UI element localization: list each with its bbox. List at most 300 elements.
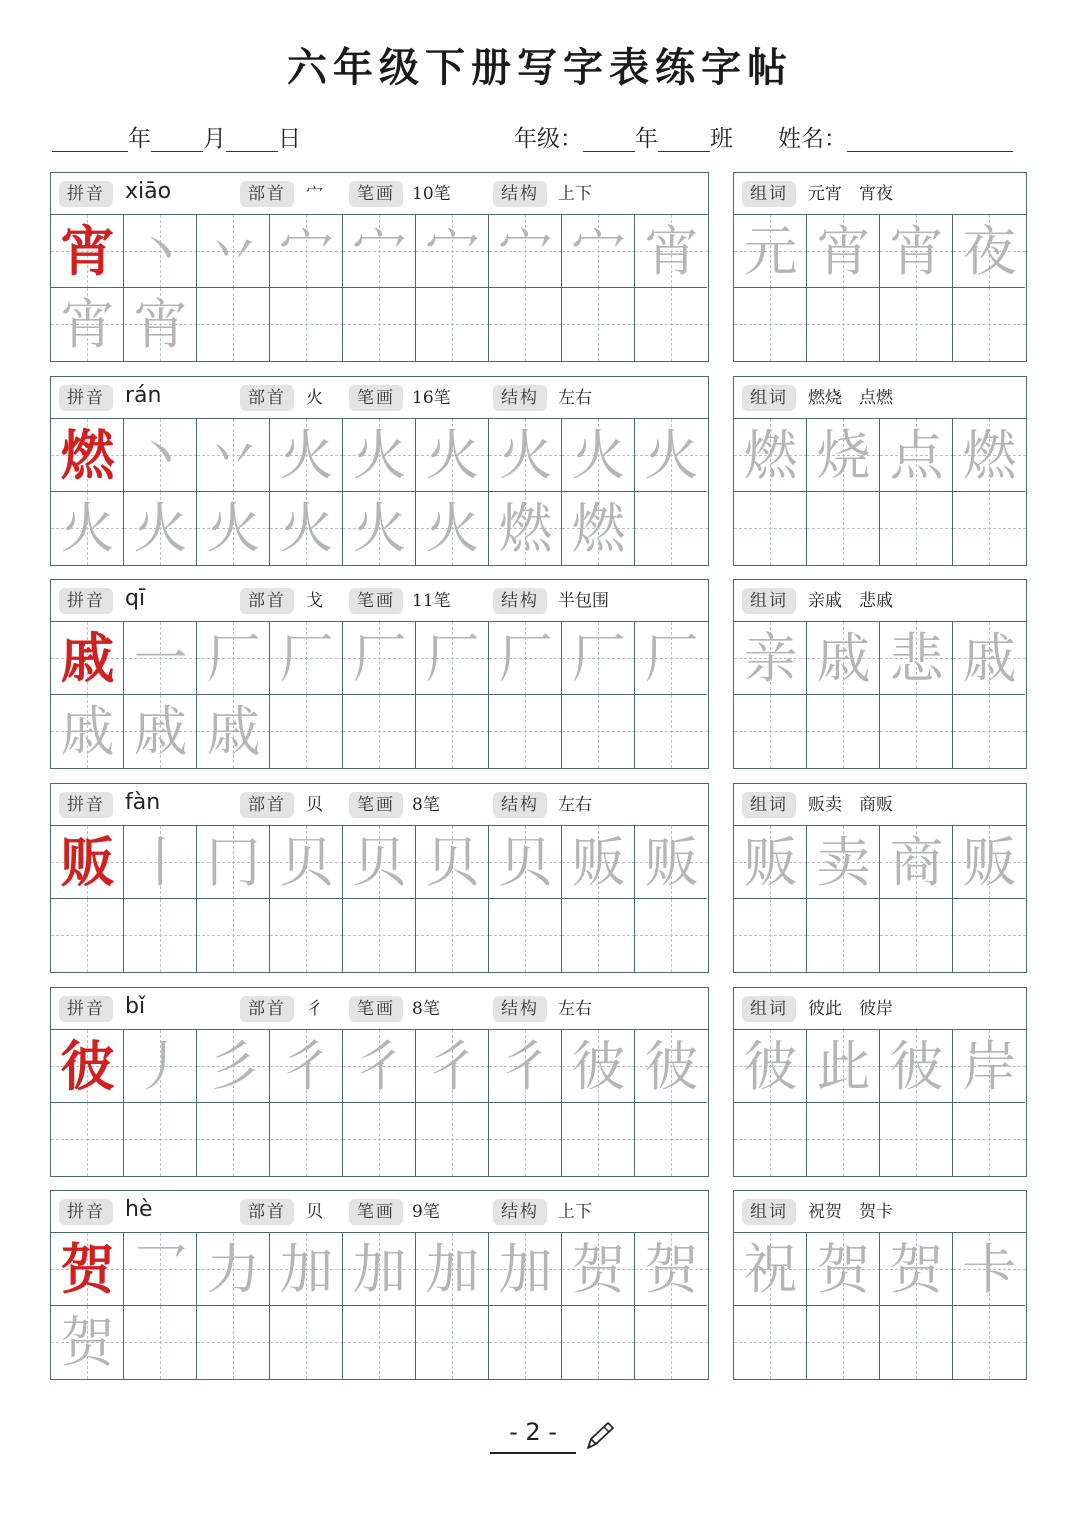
word-trace-char: 悲 (889, 627, 944, 690)
practice-cell[interactable] (635, 695, 708, 768)
grid-line (269, 215, 270, 361)
grid-line (488, 419, 489, 565)
trace-char: 戚 (206, 700, 261, 763)
practice-cell[interactable] (51, 419, 124, 492)
char-block-4 (50, 783, 1027, 973)
grid-line (634, 1233, 635, 1379)
word-cell[interactable] (734, 419, 807, 492)
practice-cell[interactable] (270, 695, 343, 768)
word-cell[interactable] (734, 622, 807, 695)
words-tag: 组词 (742, 792, 796, 818)
word-cell[interactable] (734, 1306, 807, 1379)
strokes-tag: 笔画 (349, 996, 403, 1022)
trace-char: 丷 (206, 424, 261, 487)
grid-line (488, 826, 489, 972)
grid-line (634, 419, 635, 565)
practice-cell[interactable] (51, 1233, 124, 1306)
trace-char: 戚 (133, 700, 188, 763)
char-info-header (51, 580, 708, 622)
practice-cell[interactable] (124, 1233, 197, 1306)
practice-cell[interactable] (343, 899, 416, 972)
grid-line (123, 215, 124, 361)
practice-cell[interactable] (489, 899, 562, 972)
practice-cell[interactable] (124, 288, 197, 361)
trace-char: 加 (425, 1238, 480, 1301)
practice-cell[interactable] (197, 1306, 270, 1379)
practice-cell[interactable] (343, 1306, 416, 1379)
practice-cell[interactable] (562, 622, 635, 695)
practice-cell[interactable] (343, 1103, 416, 1176)
words-tag: 组词 (742, 181, 796, 207)
word-cell[interactable] (734, 492, 807, 565)
word-trace-char: 宵 (816, 220, 871, 283)
practice-cell[interactable] (270, 1233, 343, 1306)
word-cell[interactable] (880, 1306, 953, 1379)
practice-cell[interactable] (489, 288, 562, 361)
trace-char: 火 (425, 424, 480, 487)
word-cell[interactable] (880, 419, 953, 492)
practice-cell[interactable] (635, 492, 708, 565)
char-block-1 (50, 172, 1027, 362)
practice-cell[interactable] (270, 622, 343, 695)
word-cell[interactable] (807, 215, 880, 288)
practice-cell[interactable] (416, 288, 489, 361)
structure-value: 左右 (558, 999, 592, 1019)
page-footer (490, 1418, 630, 1458)
trace-char: 彳 (498, 1035, 553, 1098)
words-tag: 组词 (742, 1199, 796, 1225)
practice-cell[interactable] (562, 419, 635, 492)
structure-tag: 结构 (493, 181, 547, 207)
practice-cell[interactable] (635, 215, 708, 288)
word-cell[interactable] (880, 826, 953, 899)
practice-cell[interactable] (124, 826, 197, 899)
grid-line (879, 215, 880, 361)
practice-cell[interactable] (416, 899, 489, 972)
grid-line (734, 287, 1025, 288)
grid-line (879, 826, 880, 972)
word-cell[interactable] (953, 695, 1026, 768)
word-cell[interactable] (734, 215, 807, 288)
trace-char: 贺 (60, 1311, 115, 1374)
practice-cell[interactable] (489, 1306, 562, 1379)
practice-cell[interactable] (416, 695, 489, 768)
word-cell[interactable] (734, 1233, 807, 1306)
grid-line (196, 1233, 197, 1379)
practice-cell[interactable] (562, 695, 635, 768)
practice-cell[interactable] (489, 826, 562, 899)
word-cell[interactable] (807, 1233, 880, 1306)
word-cell[interactable] (953, 1030, 1026, 1103)
practice-cell[interactable] (51, 899, 124, 972)
strokes-value: 8笔 (412, 795, 440, 815)
word-cell[interactable] (734, 1103, 807, 1176)
practice-cell[interactable] (343, 492, 416, 565)
word-cell[interactable] (953, 899, 1026, 972)
pinyin-value: hè (125, 1197, 153, 1222)
trace-char: 厂 (498, 627, 553, 690)
practice-cell[interactable] (197, 215, 270, 288)
strokes-tag: 笔画 (349, 1199, 403, 1225)
practice-cell[interactable] (635, 826, 708, 899)
class-fields (514, 120, 733, 153)
radical-value: 贝 (306, 795, 323, 815)
word-cell[interactable] (734, 1030, 807, 1103)
pen-icon (582, 1420, 616, 1454)
practice-cell[interactable] (270, 215, 343, 288)
grid-line (51, 898, 707, 899)
words-value: 祝贺 贺卡 (808, 1202, 893, 1222)
word-cell[interactable] (807, 899, 880, 972)
grid-line (952, 1030, 953, 1176)
practice-cell[interactable] (197, 1233, 270, 1306)
model-char: 燃 (60, 423, 115, 487)
grid-line (634, 622, 635, 768)
page-number: - 2 - (509, 1418, 557, 1446)
practice-cell[interactable] (51, 288, 124, 361)
practice-cell[interactable] (416, 1233, 489, 1306)
practice-cell[interactable] (416, 1103, 489, 1176)
practice-cell[interactable] (343, 695, 416, 768)
practice-cell[interactable] (197, 899, 270, 972)
month-label: 月 (203, 126, 226, 152)
trace-char: 丷 (206, 220, 261, 283)
grid-line (415, 419, 416, 565)
word-cell[interactable] (953, 288, 1026, 361)
trace-char: 燃 (571, 497, 626, 560)
trace-char: 厂 (425, 627, 480, 690)
grid-line (196, 1030, 197, 1176)
word-cell[interactable] (880, 215, 953, 288)
radical-tag: 部首 (240, 1199, 294, 1225)
month-blank[interactable] (151, 124, 203, 152)
trace-char: 加 (352, 1238, 407, 1301)
practice-cell[interactable] (416, 492, 489, 565)
practice-cell[interactable] (124, 1030, 197, 1103)
practice-cell[interactable] (416, 1306, 489, 1379)
practice-cell[interactable] (124, 622, 197, 695)
word-trace-char: 此 (816, 1035, 871, 1098)
practice-cell[interactable] (270, 1306, 343, 1379)
page-underline (490, 1452, 576, 1454)
grid-line (561, 1233, 562, 1379)
trace-char: 加 (279, 1238, 334, 1301)
word-cell[interactable] (880, 1233, 953, 1306)
trace-char: 贺 (644, 1238, 699, 1301)
grid-line (123, 826, 124, 972)
trace-char: 宀 (352, 220, 407, 283)
grid-line (806, 622, 807, 768)
practice-box (50, 579, 709, 769)
word-cell[interactable] (880, 695, 953, 768)
word-cell[interactable] (953, 1233, 1026, 1306)
practice-cell[interactable] (489, 1030, 562, 1103)
practice-cell[interactable] (562, 1306, 635, 1379)
practice-cell[interactable] (270, 1030, 343, 1103)
grid-line (806, 215, 807, 361)
year-blank[interactable] (52, 124, 128, 152)
practice-cell[interactable] (635, 1306, 708, 1379)
day-blank[interactable] (226, 124, 278, 152)
grid-line (51, 491, 707, 492)
grid-line (415, 1233, 416, 1379)
trace-char: 丶 (133, 220, 188, 283)
practice-cell[interactable] (197, 492, 270, 565)
trace-char: 厂 (352, 627, 407, 690)
practice-cell[interactable] (562, 1233, 635, 1306)
trace-char: 火 (206, 497, 261, 560)
practice-cell[interactable] (343, 622, 416, 695)
word-cell[interactable] (953, 1103, 1026, 1176)
name-blank[interactable] (847, 124, 1013, 152)
practice-cell[interactable] (562, 288, 635, 361)
grid-line (561, 215, 562, 361)
word-cell[interactable] (953, 622, 1026, 695)
word-cell[interactable] (807, 1103, 880, 1176)
practice-cell[interactable] (562, 826, 635, 899)
practice-cell[interactable] (489, 695, 562, 768)
practice-cell[interactable] (270, 492, 343, 565)
practice-cell[interactable] (197, 1103, 270, 1176)
practice-cell[interactable] (489, 419, 562, 492)
words-value: 贩卖 商贩 (808, 795, 893, 815)
pinyin-value: xiāo (125, 179, 172, 204)
practice-cell[interactable] (343, 1030, 416, 1103)
grid-line (415, 622, 416, 768)
radical-value: 贝 (306, 1202, 323, 1222)
practice-cell[interactable] (124, 695, 197, 768)
structure-value: 左右 (558, 795, 592, 815)
grid-line (342, 419, 343, 565)
word-cell[interactable] (807, 695, 880, 768)
word-cell[interactable] (953, 492, 1026, 565)
word-cell[interactable] (807, 826, 880, 899)
grid-line (488, 1233, 489, 1379)
practice-cell[interactable] (343, 215, 416, 288)
structure-tag: 结构 (493, 1199, 547, 1225)
word-cell[interactable] (880, 492, 953, 565)
grid-line (561, 419, 562, 565)
word-trace-char: 点 (889, 424, 944, 487)
word-trace-char: 戚 (962, 627, 1017, 690)
radical-tag: 部首 (240, 996, 294, 1022)
grid-line (342, 1233, 343, 1379)
practice-cell[interactable] (635, 622, 708, 695)
practice-cell[interactable] (416, 419, 489, 492)
practice-cell[interactable] (124, 1306, 197, 1379)
practice-cell[interactable] (51, 622, 124, 695)
practice-cell[interactable] (343, 288, 416, 361)
page-title: 六年级下册写字表练字帖 (287, 44, 793, 91)
practice-cell[interactable] (489, 1103, 562, 1176)
radical-value: 彳 (306, 999, 323, 1019)
practice-cell[interactable] (635, 288, 708, 361)
grid-line (196, 622, 197, 768)
practice-cell[interactable] (197, 1030, 270, 1103)
word-cell[interactable] (880, 899, 953, 972)
word-cell[interactable] (807, 492, 880, 565)
strokes-tag: 笔画 (349, 385, 403, 411)
grid-line (123, 419, 124, 565)
word-header (734, 784, 1026, 826)
practice-cell[interactable] (270, 1103, 343, 1176)
practice-cell[interactable] (51, 215, 124, 288)
practice-cell[interactable] (270, 288, 343, 361)
word-cell[interactable] (807, 1030, 880, 1103)
radical-value: 火 (306, 388, 323, 408)
word-cell[interactable] (807, 622, 880, 695)
grade-year-label: 年 (635, 126, 658, 152)
grid-line (269, 826, 270, 972)
practice-cell[interactable] (124, 215, 197, 288)
radical-tag: 部首 (240, 792, 294, 818)
practice-cell[interactable] (51, 1306, 124, 1379)
trace-char: 厂 (571, 627, 626, 690)
words-tag: 组词 (742, 996, 796, 1022)
word-box (733, 987, 1027, 1177)
grid-line (269, 1030, 270, 1176)
practice-cell[interactable] (635, 1103, 708, 1176)
word-cell[interactable] (734, 288, 807, 361)
grid-line (952, 826, 953, 972)
word-cell[interactable] (807, 419, 880, 492)
grade-label: 年级： (514, 126, 583, 152)
practice-cell[interactable] (197, 288, 270, 361)
trace-char: 宵 (60, 293, 115, 356)
practice-cell[interactable] (489, 215, 562, 288)
practice-cell[interactable] (562, 215, 635, 288)
word-trace-char: 贺 (816, 1238, 871, 1301)
grid-line (952, 419, 953, 565)
trace-char: 一 (133, 627, 188, 690)
practice-cell[interactable] (124, 492, 197, 565)
practice-cell[interactable] (124, 899, 197, 972)
words-tag: 组词 (742, 588, 796, 614)
practice-cell[interactable] (343, 1233, 416, 1306)
practice-cell[interactable] (416, 1030, 489, 1103)
grade-blank[interactable] (583, 124, 635, 152)
grid-line (734, 1102, 1025, 1103)
word-cell[interactable] (807, 288, 880, 361)
practice-cell[interactable] (562, 899, 635, 972)
strokes-value: 10笔 (412, 184, 451, 204)
practice-cell[interactable] (416, 826, 489, 899)
radical-value: 戈 (306, 591, 323, 611)
grid-line (952, 215, 953, 361)
info-row (52, 120, 1027, 160)
practice-cell[interactable] (562, 1030, 635, 1103)
practice-cell[interactable] (635, 419, 708, 492)
word-cell[interactable] (807, 1306, 880, 1379)
char-info-header (51, 1191, 708, 1233)
word-header (734, 988, 1026, 1030)
pinyin-tag: 拼音 (59, 385, 113, 411)
word-cell[interactable] (734, 695, 807, 768)
word-trace-char: 祝 (743, 1238, 798, 1301)
grid-line (879, 419, 880, 565)
word-header (734, 377, 1026, 419)
word-trace-char: 燃 (962, 424, 1017, 487)
practice-cell[interactable] (270, 899, 343, 972)
practice-cell[interactable] (343, 419, 416, 492)
grid-line (123, 1030, 124, 1176)
practice-cell[interactable] (197, 695, 270, 768)
practice-cell[interactable] (51, 826, 124, 899)
word-box (733, 376, 1027, 566)
practice-cell[interactable] (635, 899, 708, 972)
practice-cell[interactable] (416, 215, 489, 288)
practice-cell[interactable] (197, 622, 270, 695)
practice-cell[interactable] (489, 622, 562, 695)
word-cell[interactable] (734, 899, 807, 972)
grid-line (806, 1030, 807, 1176)
practice-cell[interactable] (51, 1030, 124, 1103)
practice-cell[interactable] (124, 1103, 197, 1176)
word-cell[interactable] (880, 1030, 953, 1103)
practice-cell[interactable] (489, 492, 562, 565)
practice-cell[interactable] (635, 1233, 708, 1306)
word-cell[interactable] (953, 1306, 1026, 1379)
trace-char: 贝 (352, 831, 407, 894)
word-cell[interactable] (953, 419, 1026, 492)
practice-cell[interactable] (562, 492, 635, 565)
char-block-3 (50, 579, 1027, 769)
radical-tag: 部首 (240, 588, 294, 614)
practice-cell[interactable] (489, 1233, 562, 1306)
trace-char: 彳 (279, 1035, 334, 1098)
practice-box (50, 987, 709, 1177)
practice-cell[interactable] (562, 1103, 635, 1176)
practice-cell[interactable] (270, 419, 343, 492)
trace-char: 力 (206, 1238, 261, 1301)
practice-cell[interactable] (51, 695, 124, 768)
word-trace-char: 卖 (816, 831, 871, 894)
model-char: 贺 (60, 1237, 115, 1301)
word-cell[interactable] (734, 826, 807, 899)
pinyin-value: rán (125, 383, 162, 408)
practice-cell[interactable] (635, 1030, 708, 1103)
trace-char: 贝 (425, 831, 480, 894)
word-cell[interactable] (880, 622, 953, 695)
practice-cell[interactable] (197, 419, 270, 492)
trace-char: 丶 (133, 424, 188, 487)
word-cell[interactable] (880, 288, 953, 361)
practice-cell[interactable] (416, 622, 489, 695)
trace-char: 乛 (133, 1238, 188, 1301)
strokes-value: 11笔 (412, 591, 451, 611)
trace-char: 贩 (571, 831, 626, 894)
trace-char: 宵 (133, 293, 188, 356)
practice-cell[interactable] (343, 826, 416, 899)
word-cell[interactable] (953, 826, 1026, 899)
pinyin-value: fàn (125, 790, 161, 815)
grid-line (806, 826, 807, 972)
practice-cell[interactable] (124, 419, 197, 492)
word-cell[interactable] (880, 1103, 953, 1176)
practice-cell[interactable] (197, 826, 270, 899)
practice-cell[interactable] (51, 492, 124, 565)
word-header (734, 173, 1026, 215)
grid-line (123, 1233, 124, 1379)
structure-tag: 结构 (493, 588, 547, 614)
class-blank[interactable] (658, 124, 710, 152)
trace-char: 彼 (644, 1035, 699, 1098)
trace-char: 彳 (352, 1035, 407, 1098)
practice-cell[interactable] (270, 826, 343, 899)
practice-cell[interactable] (51, 1103, 124, 1176)
grid-line (415, 1030, 416, 1176)
word-cell[interactable] (953, 215, 1026, 288)
